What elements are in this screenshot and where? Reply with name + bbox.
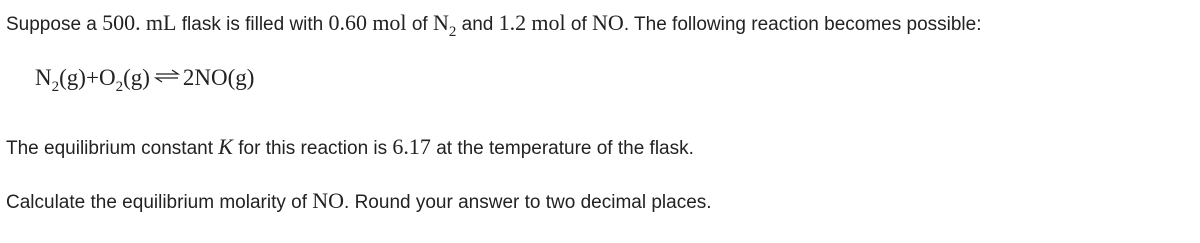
text-fragment: and — [456, 14, 499, 35]
reaction-equation — [35, 64, 255, 95]
text-fragment: for this reaction is — [232, 138, 393, 159]
state-symbol: (g) — [227, 65, 255, 90]
formula-subscript: 2 — [448, 24, 457, 40]
text-fragment: The equilibrium constant — [6, 138, 219, 159]
formula-subscript: 2 — [115, 79, 124, 95]
n2-formula — [432, 10, 457, 40]
flask-volume-value: 500. — [102, 10, 141, 35]
equilibrium-arrow-icon — [154, 69, 180, 83]
text-fragment: at the temperature of the flask. — [430, 138, 694, 159]
state-symbol: (g) — [123, 65, 150, 90]
k-value: 6.17 — [392, 134, 431, 159]
plus-sign: + — [85, 65, 99, 90]
equilibrium-constant-statement — [6, 133, 694, 163]
text-fragment: . Round your answer to two decimal places. — [344, 192, 712, 213]
formula-base: 2NO — [182, 65, 228, 90]
state-symbol: (g) — [59, 65, 86, 90]
formula-subscript: 2 — [51, 79, 60, 95]
text-fragment: of — [406, 14, 433, 35]
text-fragment: Calculate the equilibrium molarity of — [6, 192, 313, 213]
mol-unit: mol — [531, 10, 566, 35]
no-formula: NO — [312, 188, 345, 213]
product-no — [183, 65, 255, 90]
text-fragment: . The following reaction becomes possible: — [623, 14, 982, 35]
text-fragment: flask is filled with — [176, 14, 329, 35]
problem-statement-line — [6, 9, 982, 39]
no-amount-value: 1.2 — [498, 10, 527, 35]
n2-amount-value: 0.60 — [328, 10, 368, 35]
mol-unit: mol — [372, 10, 407, 35]
text-fragment: of — [565, 14, 593, 35]
k-symbol: K — [218, 134, 233, 159]
formula-base: O — [98, 65, 116, 90]
reactant-n2 — [35, 65, 86, 95]
reactant-o2 — [98, 65, 150, 95]
no-formula: NO — [592, 10, 624, 35]
text-fragment: Suppose a — [6, 14, 103, 35]
question-prompt — [6, 187, 712, 217]
formula-base: N — [35, 65, 52, 90]
volume-unit: mL — [145, 10, 177, 35]
formula-base: N — [432, 10, 449, 35]
